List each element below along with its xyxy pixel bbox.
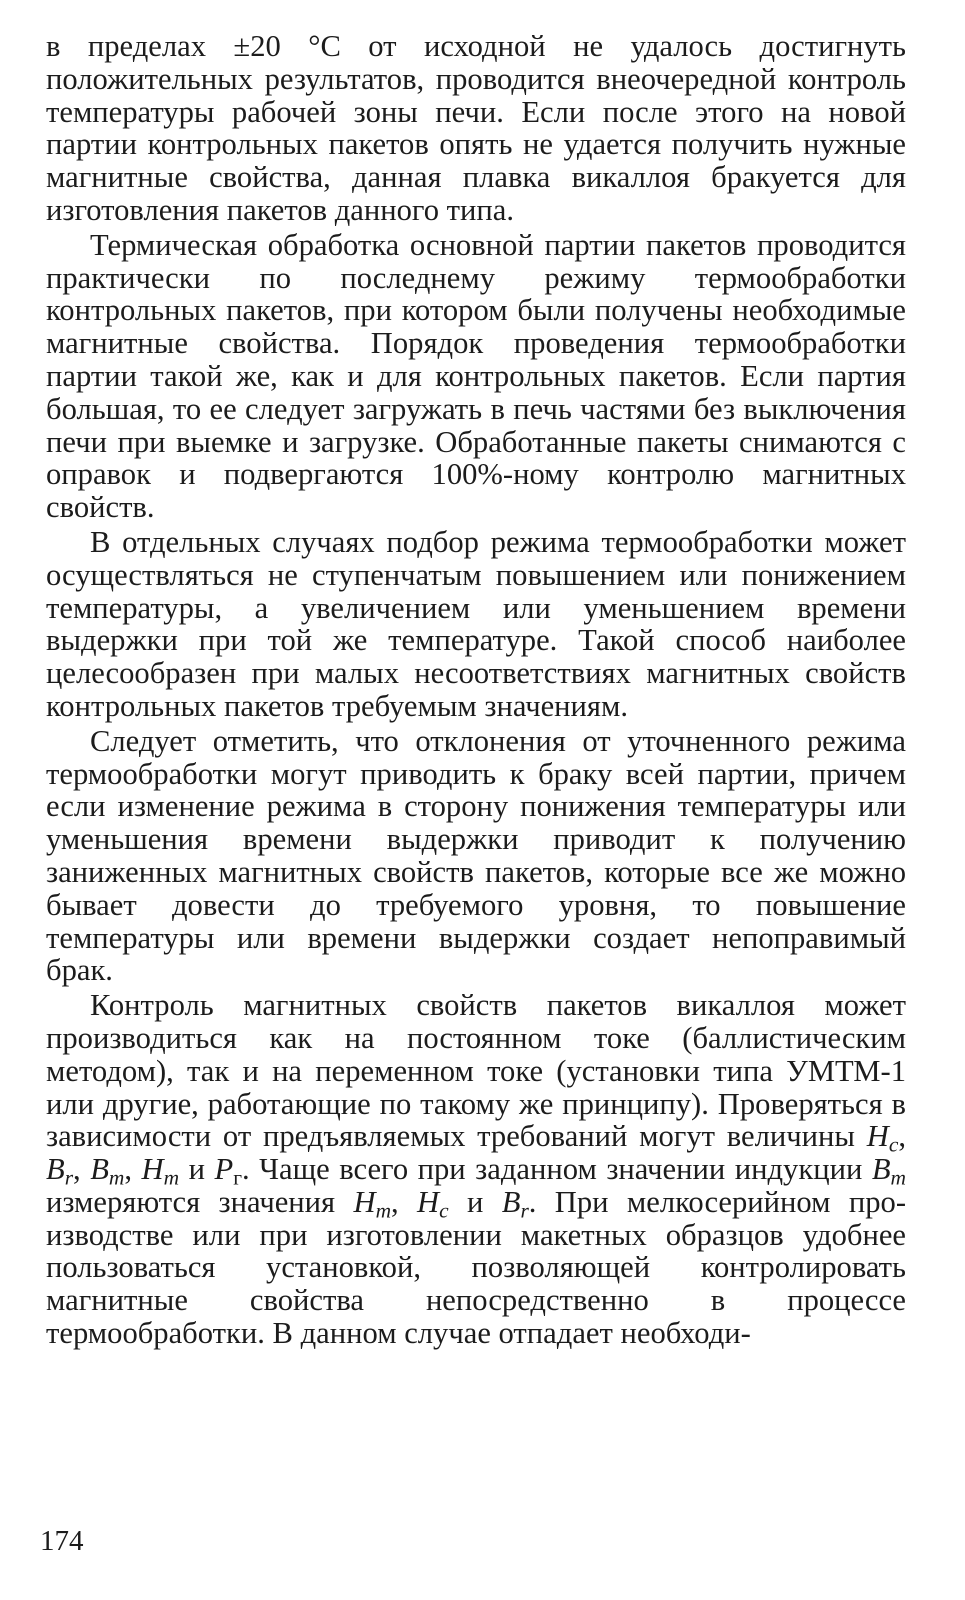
math-symbol: B	[501, 1184, 521, 1219]
math-symbol: H	[353, 1184, 376, 1219]
text-run: В отдельных случаях подбор режима термообработки может осуществляться не ступенчатым повышением или понижением температуры, а увеличением или уменьшением времени выдержки при той же температуре. Такой способ наиболее целесообразен при малых несоответствиях магнитных свойств контрольных пакетов требуемым значениям.	[46, 524, 906, 723]
math-symbol: H	[141, 1152, 164, 1187]
math-symbol: B	[46, 1152, 65, 1187]
math-symbol: H	[866, 1119, 889, 1154]
subscript: r	[64, 1165, 74, 1190]
paragraph-p2	[46, 229, 906, 524]
text-run: ,	[124, 1152, 142, 1187]
text-run: ,	[73, 1152, 91, 1187]
text-run: в пределах ±20 °С от исходной не удалось достигнуть положительных результатов, проводится внеочередной контроль температуры рабочей зоны печи. Если после этого на новой партии контрольных пакетов опять не удается получить нужные магнитные свойства, данная плавка викаллоя бракуется для изготовления пакетов данного типа.	[46, 29, 906, 227]
page-number: 174	[40, 1525, 84, 1557]
paragraph-p4	[46, 725, 906, 987]
subscript: r	[520, 1198, 529, 1223]
math-symbol: H	[417, 1184, 440, 1219]
paragraph-p1	[46, 30, 906, 227]
body-text	[46, 30, 906, 1350]
text-run: и	[179, 1152, 215, 1187]
subscript: m	[890, 1165, 906, 1190]
subscript: c	[888, 1132, 899, 1157]
text-run: . Чаще всего при заданном значении индукции	[241, 1152, 872, 1187]
math-symbol: B	[871, 1152, 891, 1187]
paragraph-p5	[46, 989, 906, 1350]
text-run: Термическая обработка основной партии пакетов проводится практически по последнему режиму термообработки контрольных пакетов, при котором были получены необходимые магнитные свойства. Порядок проведения термообработки партии такой же, как и для контрольных пакетов. Если партия большая, то ее следует загружать в печь частями без выключения печи при выемке и загрузке. Обработанные пакеты снимаются с оправок и подвергаются 100%-ному контролю магнитных свойств.	[46, 227, 906, 525]
math-symbol: B	[90, 1152, 109, 1187]
text-run: Следует отметить, что отклонения от уточненного режима термообработки могут приводить к браку всей партии, причем если изменение режима в сторону понижения температуры или уменьшения времени выдержки приводит к получению заниженных магнитных свойств пакетов, которые все же можно бывает довести до требуемого уровня, то повышение температуры или времени выдержки создает непоправимый брак.	[46, 723, 906, 988]
text-run: ,	[391, 1184, 418, 1219]
subscript: c	[439, 1198, 449, 1223]
text-run: Контроль магнитных свойств пакетов викаллоя может производиться как на постоянном токе (баллистическим методом), так и на переменном токе (установки типа УМТМ-1 или другие, работающие по такому же принципу). Проверяться в зависимости от предъявляемых требований могут величины	[46, 988, 906, 1154]
subscript: m	[108, 1165, 125, 1190]
paragraph-p3	[46, 526, 906, 723]
subscript: m	[163, 1165, 180, 1190]
subscript: m	[375, 1198, 392, 1223]
text-run: и	[448, 1184, 502, 1219]
text-run: . При мелкосерийном производстве или при изготовлении макетных образцов удобнее пользоваться установкой, позволяющей контролировать магнитные свойства непосредственно в процессе термообработки. В данном случае отпадает необходи-	[46, 1184, 907, 1351]
subscript: г	[233, 1165, 242, 1190]
math-symbol: P	[214, 1152, 234, 1187]
text-run: измеряются значения	[46, 1184, 354, 1219]
text-run: ,	[898, 1119, 906, 1154]
